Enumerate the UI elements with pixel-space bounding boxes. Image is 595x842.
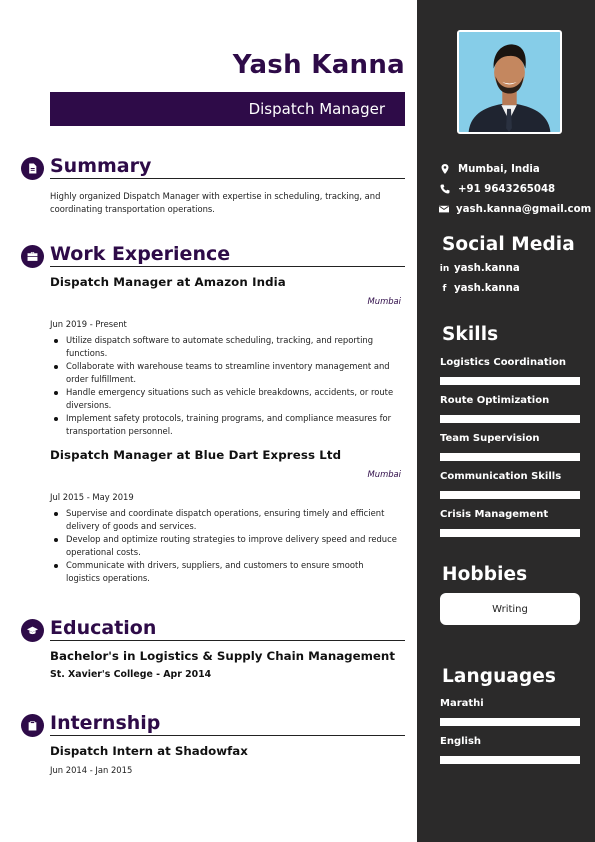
section-divider <box>50 266 405 267</box>
contact-phone <box>439 183 589 195</box>
list-item: Implement safety protocols, training programs, and compliance measures for transportation personnel. <box>50 412 400 438</box>
skill-bar <box>440 529 580 537</box>
summary-heading: Summary <box>50 155 152 177</box>
job-location: Mumbai <box>367 296 401 306</box>
skill-label: Team Supervision <box>440 433 540 444</box>
job-title: Dispatch Manager at Blue Dart Express Ltd <box>50 448 342 462</box>
summary-text: Highly organized Dispatch Manager with expertise in scheduling, tracking, and coordinating transportation operations. <box>50 191 381 214</box>
role-banner <box>50 92 405 126</box>
job-dates: Jun 2019 - Present <box>50 319 127 329</box>
social-label: yash.kanna <box>454 283 520 294</box>
social-item-linkedin[interactable] <box>439 263 520 274</box>
skill-bar <box>440 415 580 423</box>
degree-title: Bachelor's in Logistics & Supply Chain Management <box>50 649 395 663</box>
document-icon <box>21 157 44 180</box>
social-label: yash.kanna <box>454 263 520 274</box>
email-text[interactable]: yash.kanna@gmail.com <box>456 203 592 215</box>
list-item: Supervise and coordinate dispatch operations, ensuring timely and efficient delivery of goods and services. <box>50 507 400 533</box>
hobby-pill: Writing <box>440 593 580 625</box>
skill-label: Route Optimization <box>440 395 550 406</box>
experience-heading: Work Experience <box>50 243 231 265</box>
list-item: Utilize dispatch software to automate scheduling, tracking, and reporting functions. <box>50 334 400 360</box>
hobbies-heading: Hobbies <box>442 564 528 585</box>
language-bar-fill <box>440 756 580 764</box>
school-line: St. Xavier's College - Apr 2014 <box>50 669 212 680</box>
section-divider <box>50 735 405 736</box>
skill-bar-fill <box>440 491 580 499</box>
education-heading: Education <box>50 617 157 639</box>
envelope-icon <box>439 203 449 215</box>
facebook-icon: f <box>442 283 447 294</box>
skill-bar-fill <box>440 529 580 537</box>
job-bullets <box>50 507 400 585</box>
internship-heading: Internship <box>50 712 161 734</box>
language-bar <box>440 718 580 726</box>
contact-location <box>439 163 589 175</box>
internship-dates: Jun 2014 - Jan 2015 <box>50 765 133 775</box>
list-item: Develop and optimize routing strategies to improve delivery speed and reduce operational costs. <box>50 533 400 559</box>
social-item-facebook[interactable] <box>439 283 520 294</box>
skill-bar <box>440 491 580 499</box>
job-bullets <box>50 334 400 438</box>
skills-heading: Skills <box>442 324 499 345</box>
map-pin-icon <box>439 163 451 175</box>
location-text: Mumbai, India <box>458 163 540 175</box>
list-item: Collaborate with warehouse teams to streamline inventory management and order fulfillment. <box>50 360 400 386</box>
skill-label: Communication Skills <box>440 471 562 482</box>
role-title: Dispatch Manager <box>248 100 385 118</box>
skill-bar-fill <box>440 453 580 461</box>
phone-text[interactable]: +91 9643265048 <box>458 183 556 195</box>
skill-label: Crisis Management <box>440 509 549 520</box>
contact-email <box>439 203 592 215</box>
languages-heading: Languages <box>442 666 557 687</box>
person-portrait-icon <box>459 32 560 132</box>
list-item: Communicate with drivers, suppliers, and customers to ensure smooth logistics operations. <box>50 559 400 585</box>
linkedin-icon: in <box>439 263 450 274</box>
language-label: Marathi <box>440 698 484 709</box>
candidate-name: Yash Kanna <box>232 50 405 80</box>
list-item: Handle emergency situations such as vehicle breakdowns, accidents, or route diversions. <box>50 386 400 412</box>
section-divider <box>50 178 405 179</box>
language-bar-fill <box>440 718 580 726</box>
phone-icon <box>439 183 451 195</box>
job-location: Mumbai <box>367 469 401 479</box>
job-dates: Jul 2015 - May 2019 <box>50 492 134 502</box>
skill-bar-fill <box>440 415 580 423</box>
skill-bar-fill <box>440 377 580 385</box>
section-divider <box>50 640 405 641</box>
internship-title: Dispatch Intern at Shadowfax <box>50 744 248 758</box>
sidebar <box>417 0 595 842</box>
graduation-cap-icon <box>21 619 44 642</box>
job-title: Dispatch Manager at Amazon India <box>50 275 286 289</box>
briefcase-icon <box>21 245 44 268</box>
skill-label: Logistics Coordination <box>440 357 567 368</box>
skill-bar <box>440 453 580 461</box>
language-bar <box>440 756 580 764</box>
profile-photo <box>457 30 562 134</box>
language-label: English <box>440 736 482 747</box>
social-heading: Social Media <box>442 234 575 255</box>
skill-bar <box>440 377 580 385</box>
clipboard-icon <box>21 714 44 737</box>
